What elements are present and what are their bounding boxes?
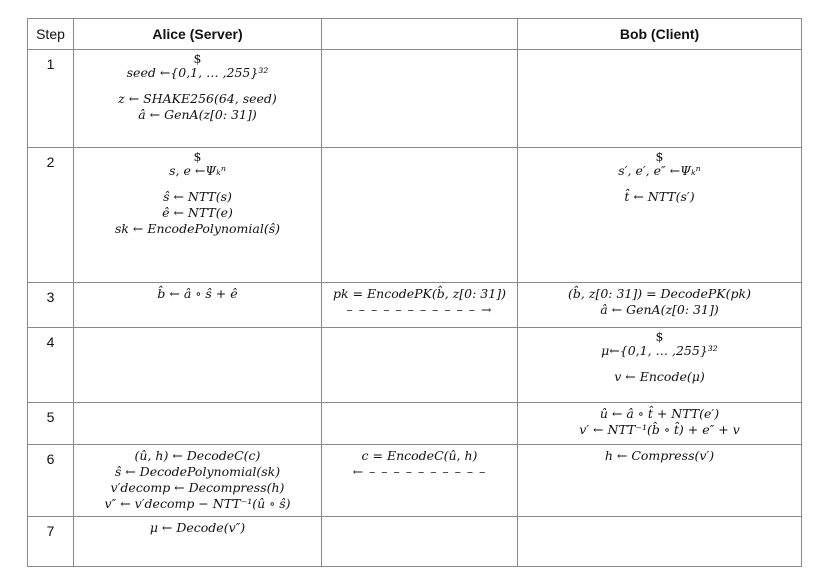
left-arrow-icon: ← – – – – – – – – – – bbox=[352, 464, 487, 479]
alice-cell bbox=[74, 517, 322, 567]
step-number: 2 bbox=[28, 148, 74, 283]
header-bob: Bob (Client) bbox=[518, 19, 802, 50]
middle-cell bbox=[322, 283, 518, 328]
bob-cell bbox=[518, 328, 802, 403]
table-row bbox=[28, 283, 802, 328]
step-number: 1 bbox=[28, 50, 74, 148]
protocol-table bbox=[27, 18, 802, 567]
formula-line: ê ← NTT(e) bbox=[162, 205, 233, 220]
formula-line: h ← Compress(v′) bbox=[604, 448, 715, 463]
random-sample-marker: $ bbox=[655, 149, 664, 164]
header-step: Step bbox=[28, 19, 74, 50]
formula-line: t̂ ← NTT(s′) bbox=[624, 189, 695, 204]
random-sample-marker: $ bbox=[193, 149, 202, 164]
formula-line: μ ← Decode(v″) bbox=[149, 520, 246, 535]
bob-cell bbox=[518, 403, 802, 445]
spacer bbox=[74, 179, 321, 189]
step-number: 3 bbox=[28, 283, 74, 328]
step-number: 4 bbox=[28, 328, 74, 403]
formula-line: v″ ← v′decomp − NTT⁻¹(û ∘ ŝ) bbox=[104, 496, 291, 511]
formula-line: b̂ ← â ∘ ŝ + ê bbox=[157, 286, 238, 301]
header-middle bbox=[322, 19, 518, 50]
formula-line: ŝ ← DecodePolynomial(sk) bbox=[114, 464, 281, 479]
middle-cell bbox=[322, 50, 518, 148]
table-row bbox=[28, 445, 802, 517]
formula-line: â ← GenA(z[0: 31]) bbox=[600, 302, 719, 317]
spacer bbox=[518, 359, 801, 369]
step-number: 7 bbox=[28, 517, 74, 567]
formula-line: v′ ← NTT⁻¹(b̂ ∘ t̂) + e″ + v bbox=[579, 422, 740, 437]
bob-cell bbox=[518, 50, 802, 148]
bob-cell bbox=[518, 517, 802, 567]
formula-line: s′, e′, e″ ←Ψₖⁿ bbox=[618, 163, 701, 178]
table-row bbox=[28, 148, 802, 283]
formula-line: s, e ←Ψₖⁿ bbox=[169, 163, 226, 178]
formula-line: ŝ ← NTT(s) bbox=[163, 189, 232, 204]
bob-cell bbox=[518, 283, 802, 328]
bob-cell bbox=[518, 148, 802, 283]
alice-cell bbox=[74, 50, 322, 148]
table-row bbox=[28, 517, 802, 567]
formula-line: (û, h) ← DecodeC(c) bbox=[134, 448, 261, 463]
spacer bbox=[74, 81, 321, 91]
middle-cell bbox=[322, 328, 518, 403]
middle-cell bbox=[322, 403, 518, 445]
middle-cell bbox=[322, 148, 518, 283]
formula-line: μ←{0,1, … ,255}³² bbox=[601, 343, 718, 358]
middle-cell bbox=[322, 445, 518, 517]
alice-cell bbox=[74, 328, 322, 403]
table-row bbox=[28, 403, 802, 445]
right-arrow-icon: – – – – – – – – – – – → bbox=[346, 302, 493, 317]
message-label: c = EncodeC(û, h) bbox=[361, 448, 478, 463]
formula-line: seed ←{0,1, … ,255}³² bbox=[126, 65, 269, 80]
formula-line: v′decomp ← Decompress(h) bbox=[110, 480, 285, 495]
alice-cell bbox=[74, 403, 322, 445]
formula-line: sk ← EncodePolynomial(ŝ) bbox=[114, 221, 281, 236]
formula-line: (b̂, z[0: 31]) = DecodePK(pk) bbox=[568, 286, 751, 301]
random-sample-marker: $ bbox=[655, 329, 664, 344]
formula-line: v ← Encode(μ) bbox=[614, 369, 705, 384]
bob-cell bbox=[518, 445, 802, 517]
table-row bbox=[28, 50, 802, 148]
step-number: 6 bbox=[28, 445, 74, 517]
table-row bbox=[28, 328, 802, 403]
middle-cell bbox=[322, 517, 518, 567]
step-number: 5 bbox=[28, 403, 74, 445]
alice-cell bbox=[74, 148, 322, 283]
alice-cell bbox=[74, 445, 322, 517]
formula-line: z ← SHAKE256(64, seed) bbox=[118, 91, 277, 106]
alice-cell bbox=[74, 283, 322, 328]
header-alice: Alice (Server) bbox=[74, 19, 322, 50]
header-row bbox=[28, 19, 802, 50]
random-sample-marker: $ bbox=[193, 51, 202, 66]
message-label: pk = EncodePK(b̂, z[0: 31]) bbox=[333, 286, 506, 301]
formula-line: û ← â ∘ t̂ + NTT(e′) bbox=[599, 406, 720, 421]
spacer bbox=[518, 179, 801, 189]
formula-line: â ← GenA(z[0: 31]) bbox=[138, 107, 257, 122]
